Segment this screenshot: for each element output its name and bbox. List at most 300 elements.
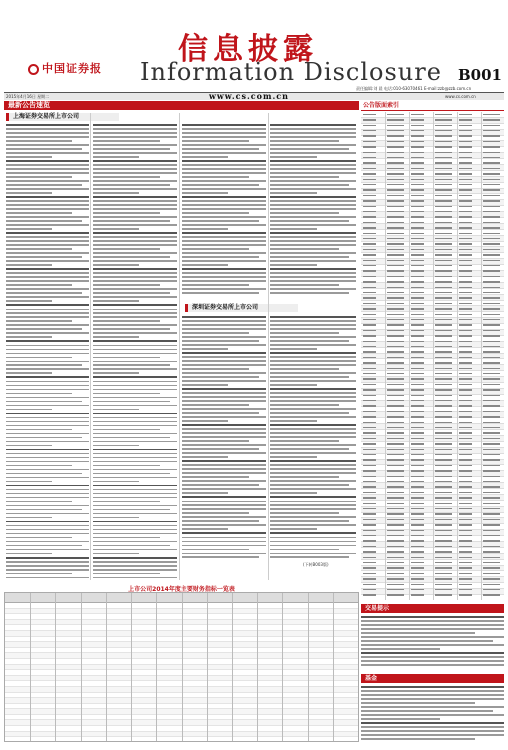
index-cell-text: [411, 351, 424, 352]
table-column-divider: [131, 593, 132, 741]
index-cell-text: [363, 297, 376, 298]
index-cell-text: [363, 427, 376, 428]
text-line: [6, 320, 72, 322]
text-line: [270, 512, 339, 514]
index-cell-text: [387, 260, 404, 261]
text-line: [6, 349, 89, 351]
text-line: [6, 409, 52, 411]
index-cell-text: [387, 341, 404, 342]
text-line: [6, 172, 89, 174]
index-cell-text: [459, 567, 472, 568]
text-line: [182, 168, 266, 170]
text-line: [182, 140, 249, 142]
index-cell-text: [363, 146, 376, 147]
index-cell-text: [387, 454, 404, 455]
index-cell-text: [435, 562, 452, 563]
text-line: [182, 541, 266, 543]
index-cell-text: [387, 530, 404, 531]
text-line: [182, 484, 259, 486]
text-line: [6, 364, 82, 366]
text-line: [6, 184, 82, 186]
index-cell-text: [387, 195, 404, 196]
text-line: [6, 296, 89, 298]
index-cell-text: [363, 562, 376, 563]
text-line: [6, 397, 89, 399]
masthead: [0, 0, 508, 92]
index-cell-text: [483, 200, 500, 201]
text-line: [6, 573, 72, 575]
text-line: [270, 236, 356, 238]
index-cell-text: [483, 519, 500, 520]
text-line: [182, 524, 266, 526]
text-line: [182, 240, 266, 242]
index-cell-text: [363, 319, 376, 320]
index-cell-text: [459, 287, 472, 288]
text-line: [6, 160, 89, 162]
index-cell-text: [459, 411, 472, 412]
text-line: [270, 376, 349, 378]
index-cell-text: [387, 540, 404, 541]
index-cell-text: [459, 562, 472, 563]
text-line: [182, 332, 249, 334]
text-line: [182, 424, 266, 426]
text-line: [361, 718, 440, 720]
index-cell-text: [459, 508, 472, 509]
text-line: [6, 457, 89, 459]
index-cell-text: [435, 341, 452, 342]
text-line: [270, 516, 356, 518]
text-line: [93, 376, 177, 378]
index-cell-text: [435, 135, 452, 136]
text-line: [182, 188, 266, 190]
text-line: [361, 664, 504, 666]
index-cell-text: [459, 405, 472, 406]
index-cell-text: [483, 378, 500, 379]
column-divider: [268, 113, 269, 580]
index-cell-text: [411, 470, 424, 471]
text-line: [182, 152, 266, 154]
text-line: [93, 248, 160, 250]
text-line: [93, 188, 177, 190]
index-cell-text: [387, 157, 404, 158]
index-cell-text: [363, 125, 376, 126]
text-line: [270, 280, 356, 282]
index-cell-text: [483, 400, 500, 401]
text-line: [182, 344, 266, 346]
index-cell-text: [411, 373, 424, 374]
index-cell-text: [363, 119, 376, 120]
index-cell-text: [363, 459, 376, 460]
index-cell-text: [459, 157, 472, 158]
text-line: [182, 156, 228, 158]
index-cell-text: [411, 589, 424, 590]
index-cell-text: [483, 476, 500, 477]
text-line: [182, 464, 266, 466]
text-line: [182, 504, 266, 506]
index-cell-text: [363, 378, 376, 379]
text-line: [6, 485, 89, 487]
index-cell-text: [411, 357, 424, 358]
index-cell-text: [387, 497, 404, 498]
index-cell-text: [459, 524, 472, 525]
index-cell-text: [459, 486, 472, 487]
index-cell-text: [387, 459, 404, 460]
index-cell-text: [411, 492, 424, 493]
index-cell-text: [483, 535, 500, 536]
text-line: [93, 216, 177, 218]
text-line: [93, 268, 177, 270]
index-cell-text: [411, 416, 424, 417]
index-cell-text: [363, 551, 376, 552]
logo-seal-icon: [28, 64, 39, 75]
section-title-cn: 信息披露: [178, 32, 318, 67]
index-cell-text: [459, 152, 472, 153]
text-line: [6, 493, 89, 495]
index-cell-text: [363, 546, 376, 547]
text-line: [182, 288, 266, 290]
text-line: [270, 360, 356, 362]
index-cell-text: [459, 276, 472, 277]
text-line: [182, 480, 266, 482]
text-line: [6, 268, 89, 270]
text-line: [93, 537, 160, 539]
text-line: [182, 501, 266, 503]
text-line: [182, 528, 228, 530]
text-line: [270, 388, 356, 390]
index-cell-text: [387, 243, 404, 244]
text-line: [93, 349, 177, 351]
text-line: [93, 569, 177, 571]
text-line: [270, 501, 356, 503]
index-cell-text: [483, 125, 500, 126]
text-line: [6, 132, 89, 134]
index-cell-text: [483, 346, 500, 347]
index-cell-text: [411, 497, 424, 498]
text-line: [361, 722, 504, 724]
index-cell-text: [459, 206, 472, 207]
index-cell-text: [363, 168, 376, 169]
index-cell-text: [459, 260, 472, 261]
text-line: [270, 176, 339, 178]
index-cell-text: [483, 168, 500, 169]
text-line: [93, 140, 160, 142]
text-column-3-bottom: [182, 316, 266, 560]
index-cell-text: [363, 535, 376, 536]
index-cell-text: [483, 308, 500, 309]
column-divider: [90, 113, 91, 580]
index-cell-text: [363, 368, 376, 369]
index-column-divider: [481, 112, 482, 600]
index-cell-text: [483, 195, 500, 196]
index-cell-text: [435, 319, 452, 320]
index-cell-text: [483, 584, 500, 585]
index-cell-text: [363, 308, 376, 309]
text-line: [93, 204, 177, 206]
text-line: [182, 468, 266, 470]
index-cell-text: [435, 459, 452, 460]
index-cell-text: [387, 249, 404, 250]
text-line: [93, 357, 160, 359]
index-cell-text: [435, 270, 452, 271]
text-line: [182, 212, 249, 214]
text-line: [6, 128, 89, 130]
text-line: [6, 529, 89, 531]
index-cell-text: [387, 395, 404, 396]
index-cell-text: [483, 427, 500, 428]
index-cell-text: [411, 157, 424, 158]
index-cell-text: [435, 281, 452, 282]
index-cell-text: [387, 276, 404, 277]
text-line: [182, 132, 266, 134]
table-column-divider: [81, 593, 82, 741]
text-line: [6, 212, 72, 214]
text-line: [93, 252, 177, 254]
index-cell-text: [387, 308, 404, 309]
text-line: [270, 464, 356, 466]
index-cell-text: [459, 519, 472, 520]
index-cell-text: [459, 368, 472, 369]
text-line: [182, 292, 259, 294]
index-cell-text: [411, 459, 424, 460]
text-line: [270, 144, 356, 146]
index-cell-text: [435, 357, 452, 358]
text-line: [93, 164, 177, 166]
index-cell-text: [435, 481, 452, 482]
index-cell-text: [387, 125, 404, 126]
text-line: [270, 352, 356, 354]
text-line: [270, 160, 356, 162]
index-cell-text: [483, 459, 500, 460]
index-cell-text: [363, 270, 376, 271]
index-cell-text: [411, 287, 424, 288]
text-line: [182, 416, 266, 418]
index-cell-text: [411, 179, 424, 180]
text-line: [93, 573, 160, 575]
text-line: [361, 628, 504, 630]
text-line: [6, 425, 89, 427]
text-line: [182, 164, 266, 166]
text-line: [6, 445, 52, 447]
text-line: [6, 124, 89, 126]
index-cell-text: [483, 287, 500, 288]
index-cell-text: [483, 443, 500, 444]
index-cell-text: [411, 594, 424, 595]
index-cell-text: [483, 594, 500, 595]
text-line: [6, 196, 89, 198]
index-cell-text: [387, 130, 404, 131]
index-cell-text: [387, 373, 404, 374]
index-cell-text: [459, 222, 472, 223]
index-cell-text: [435, 584, 452, 585]
index-cell-text: [363, 346, 376, 347]
index-cell-text: [435, 152, 452, 153]
text-line: [361, 706, 504, 708]
text-line: [270, 140, 339, 142]
index-cell-text: [459, 341, 472, 342]
index-cell-text: [435, 130, 452, 131]
text-line: [270, 128, 356, 130]
index-cell-text: [435, 449, 452, 450]
index-cell-text: [411, 227, 424, 228]
index-cell-text: [435, 497, 452, 498]
index-cell-text: [387, 513, 404, 514]
index-cell-text: [387, 335, 404, 336]
text-line: [6, 465, 72, 467]
index-cell-text: [483, 357, 500, 358]
text-line: [6, 361, 89, 363]
text-line: [182, 284, 249, 286]
text-line: [182, 420, 228, 422]
table-column-divider: [333, 593, 334, 741]
text-line: [93, 128, 177, 130]
index-cell-text: [411, 119, 424, 120]
index-cell-text: [363, 584, 376, 585]
index-cell-text: [435, 546, 452, 547]
text-line: [6, 489, 89, 491]
index-cell-text: [483, 449, 500, 450]
index-cell-text: [363, 513, 376, 514]
text-line: [270, 188, 356, 190]
text-line: [182, 136, 266, 138]
text-line: [270, 368, 339, 370]
text-line: [93, 296, 177, 298]
index-cell-text: [387, 206, 404, 207]
index-cell-text: [387, 503, 404, 504]
text-line: [270, 456, 317, 458]
text-line: [182, 400, 266, 402]
text-line: [182, 553, 266, 555]
index-cell-text: [483, 319, 500, 320]
text-line: [182, 436, 266, 438]
index-cell-text: [435, 303, 452, 304]
text-line: [6, 473, 82, 475]
index-cell-text: [435, 200, 452, 201]
text-line: [270, 528, 317, 530]
text-line: [6, 192, 52, 194]
text-line: [93, 361, 177, 363]
text-line: [6, 517, 52, 519]
index-cell-text: [483, 373, 500, 374]
index-cell-text: [411, 551, 424, 552]
index-cell-text: [459, 200, 472, 201]
index-cell-text: [363, 152, 376, 153]
index-cell-text: [387, 405, 404, 406]
index-cell-text: [459, 589, 472, 590]
index-cell-text: [363, 508, 376, 509]
text-line: [270, 484, 349, 486]
trade-tips-text: [361, 616, 504, 670]
index-cell-text: [435, 173, 452, 174]
text-line: [6, 248, 72, 250]
index-cell-text: [435, 427, 452, 428]
index-cell-text: [411, 141, 424, 142]
text-line: [93, 493, 177, 495]
index-cell-text: [459, 362, 472, 363]
index-cell-text: [363, 276, 376, 277]
index-cell-text: [363, 314, 376, 315]
text-line: [182, 320, 266, 322]
text-line: [93, 192, 139, 194]
text-line: [93, 477, 177, 479]
index-cell-text: [483, 513, 500, 514]
text-line: [270, 196, 356, 198]
index-cell-text: [411, 432, 424, 433]
text-line: [6, 405, 89, 407]
text-line: [6, 461, 89, 463]
text-line: [6, 469, 89, 471]
index-cell-text: [363, 422, 376, 423]
text-line: [182, 220, 259, 222]
text-line: [6, 413, 89, 415]
text-line: [182, 496, 266, 498]
index-cell-text: [483, 557, 500, 558]
text-line: [270, 448, 349, 450]
text-line: [93, 148, 170, 150]
index-cell-text: [411, 189, 424, 190]
index-cell-text: [411, 168, 424, 169]
index-cell-text: [459, 146, 472, 147]
index-cell-text: [435, 594, 452, 595]
index-cell-text: [435, 216, 452, 217]
index-cell-text: [363, 540, 376, 541]
text-line: [93, 236, 177, 238]
text-line: [93, 489, 177, 491]
index-cell-text: [483, 416, 500, 417]
index-cell-text: [435, 189, 452, 190]
index-cell-text: [483, 281, 500, 282]
text-line: [6, 505, 89, 507]
index-cell-text: [435, 492, 452, 493]
index-cell-text: [483, 530, 500, 531]
index-cell-text: [387, 357, 404, 358]
index-cell-text: [363, 330, 376, 331]
text-line: [270, 420, 317, 422]
text-line: [93, 513, 177, 515]
text-line: [361, 652, 504, 654]
text-line: [270, 216, 356, 218]
index-cell-text: [387, 184, 404, 185]
text-line: [93, 196, 177, 198]
index-cell-text: [411, 443, 424, 444]
text-line: [93, 433, 177, 435]
index-cell-text: [459, 492, 472, 493]
table-column-divider: [106, 593, 107, 741]
index-cell-text: [435, 476, 452, 477]
index-cell-text: [387, 362, 404, 363]
text-line: [93, 389, 177, 391]
text-line: [270, 400, 356, 402]
index-cell-text: [411, 503, 424, 504]
text-line: [270, 132, 356, 134]
text-line: [6, 336, 52, 338]
index-cell-text: [459, 281, 472, 282]
text-line: [93, 184, 170, 186]
text-line: [270, 356, 356, 358]
text-line: [182, 236, 266, 238]
index-cell-text: [483, 573, 500, 574]
text-line: [182, 160, 266, 162]
index-cell-text: [459, 481, 472, 482]
index-cell-text: [411, 276, 424, 277]
index-cell-text: [387, 287, 404, 288]
index-cell-text: [435, 335, 452, 336]
index-cell-text: [435, 524, 452, 525]
index-cell-text: [411, 530, 424, 531]
index-cell-text: [483, 206, 500, 207]
text-line: [6, 340, 89, 342]
page-number: B001: [458, 66, 502, 84]
index-cell-text: [459, 557, 472, 558]
